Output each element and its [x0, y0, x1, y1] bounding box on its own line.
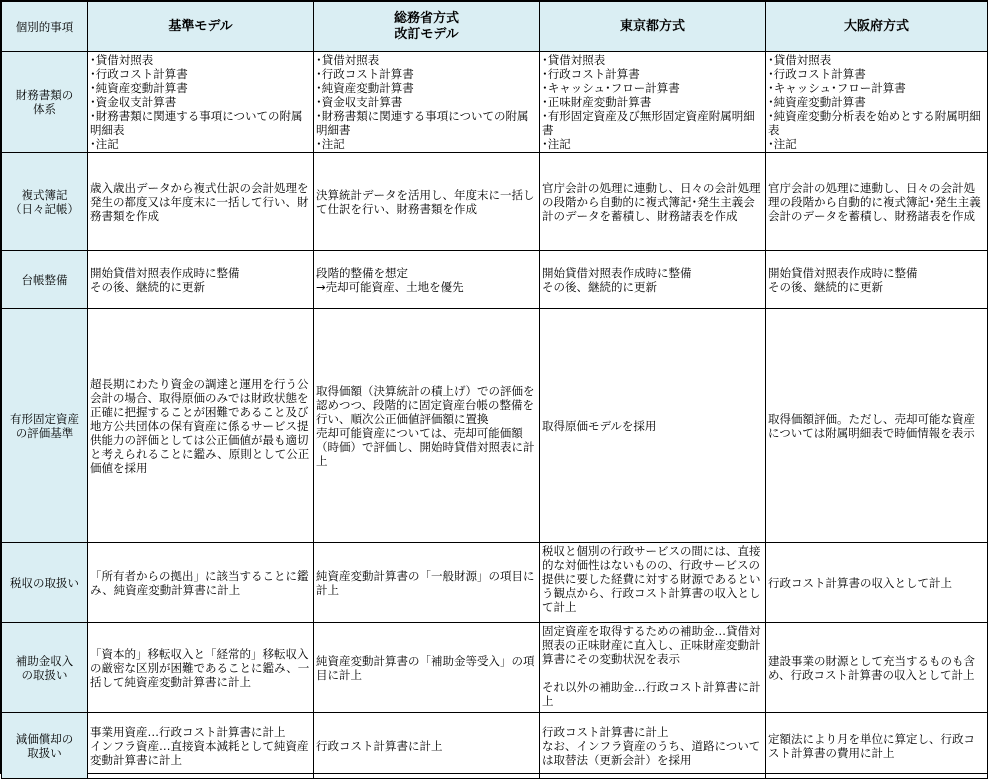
cell-ledger-maintenance-col1	[88, 251, 314, 309]
row-header-label: 減価償却の 取扱い	[15, 731, 74, 760]
cell-line: 決算統計データを活用し、年度末に一括して仕訳を行い、財務書類を作成	[316, 187, 535, 216]
row-subsidy-revenue-treatment	[2, 623, 988, 713]
cell-line: 取得価額評価。ただし、売却可能な資産については附属明細表で時価情報を表示	[768, 411, 975, 440]
cell-line: ･貸借対照表	[316, 53, 380, 67]
cell-subsidy-revenue-treatment-col4	[766, 623, 988, 713]
row-header-fixed-asset-valuation	[2, 309, 88, 543]
cell-fixed-asset-valuation-col4	[766, 309, 988, 543]
cell-line: それ以外の補助金…行政コスト計算書に計上	[542, 680, 761, 708]
header-row	[2, 2, 988, 52]
row-header-label: 税収の取扱い	[10, 575, 79, 590]
row-header-financial-statements-system	[2, 52, 88, 153]
cell-line: 開始貸借対照表作成時に整備	[90, 265, 240, 280]
row-double-entry-bookkeeping	[2, 153, 988, 251]
header-label: 東京都方式	[619, 18, 685, 34]
cell-financial-statements-system-col3	[540, 52, 766, 153]
row-header-label: 台帳整備	[21, 272, 68, 287]
cell-line: ･注記	[316, 137, 345, 151]
cell-fixed-asset-valuation-col3	[540, 309, 766, 543]
cell-subsidy-revenue-treatment-col3	[540, 623, 766, 713]
row-financial-statements-system	[2, 52, 988, 153]
cell-line: 「所有者からの拠出」に該当することに鑑み、純資産変動計算書に計上	[90, 568, 309, 597]
cell-double-entry-bookkeeping-col1	[88, 153, 314, 251]
cell-line: ･正味財産変動計算書	[542, 95, 652, 109]
cell-line: 行政コスト計算書の収入として計上	[768, 575, 952, 590]
cell-financial-statements-system-col1	[88, 52, 314, 153]
cell-line: ･注記	[768, 137, 797, 151]
cell-line: 純資産変動計算書の「補助金等受入」の項目に計上	[316, 653, 535, 682]
cell-line: ･純資産変動分析表を始めとする附属明細表	[768, 109, 981, 137]
cell-line: →売却可能資産、土地を優先	[316, 279, 464, 294]
row-header-subsidy-revenue-treatment	[2, 623, 88, 713]
cell-line: 行政コスト計算書に計上	[316, 738, 443, 753]
cell-depreciation-treatment-col2	[314, 713, 540, 779]
cell-line: ･行政コスト計算書	[542, 67, 640, 81]
cell-line: 取得価額（決算統計の積上げ）での評価を認めつつ、段階的に固定資産台帳の整備を行い、順次公正価値評価額に置換	[316, 383, 535, 426]
header-tokyo-model	[540, 2, 766, 52]
cell-line: 官庁会計の処理に連動し、日々の会計処理の段階から自動的に複式簿記･発生主義会計のデータを蓄積し、財務諸表を作成	[542, 180, 761, 223]
cell-line: ･純資産変動計算書	[90, 81, 188, 95]
cell-line: 「資本的」移転収入と「経常的」移転収入の厳密な区別が困難であることに鑑み、一括して純資産変動計算書に計上	[90, 646, 310, 689]
row-depreciation-treatment	[2, 713, 988, 779]
header-corner: 個別的事項	[2, 2, 88, 52]
cell-depreciation-treatment-col4	[766, 713, 988, 779]
header-label: 総務省方式 改訂モデル	[393, 10, 459, 42]
header-label: 大阪府方式	[843, 18, 909, 34]
header-label: 基準モデル	[168, 18, 233, 34]
cell-ledger-maintenance-col4	[766, 251, 988, 309]
cell-ledger-maintenance-col2	[314, 251, 540, 309]
cell-line: ･純資産変動計算書	[316, 81, 414, 95]
row-header-depreciation-treatment	[2, 713, 88, 779]
cell-line: その後、継続的に更新	[542, 279, 657, 294]
cell-financial-statements-system-col4	[766, 52, 988, 153]
cell-line: ･貸借対照表	[768, 53, 832, 67]
row-header-label: 複式簿記 （日々記帳）	[10, 187, 79, 216]
header-kijun-model	[88, 2, 314, 52]
cell-line: 超長期にわたり資金の調達と運用を行う公会計の場合、取得原価のみでは財政状態を正確に把握することが困難であること及び地方公共団体の保有資産に係るサービス提供能力の評価としては公正価値が最も適切と考えられることに鑑み、原則として公正価値を採用	[90, 376, 310, 475]
cell-line: 税収と個別の行政サービスの間には、直接的な対価性はないものの、行政サービスの提供に要した経費に対する財源であるという観点から、行政コスト計算書の収入として計上	[542, 544, 761, 614]
cell-depreciation-treatment-col3	[540, 713, 766, 779]
cell-double-entry-bookkeeping-col3	[540, 153, 766, 251]
cell-line: 定額法により月を単位に算定し、行政コスト計算書の費用に計上	[768, 731, 975, 760]
cell-line: 固定資産を取得するための補助金…貸借対照表の正味財産に直入し、正味財産変動計算書にその変動状況を表示	[542, 624, 761, 666]
cell-line: ･資金収支計算書	[316, 95, 403, 109]
cell-double-entry-bookkeeping-col4	[766, 153, 988, 251]
cell-line: 行政コスト計算書に計上	[542, 724, 669, 739]
cell-line: 開始貸借対照表作成時に整備	[768, 265, 918, 280]
cell-line: ･注記	[90, 137, 119, 151]
cell-line: 歳入歳出データから複式仕訳の会計処理を発生の都度又は年度末に一括して行い、財務書類を作成	[90, 180, 309, 223]
cell-line: ･貸借対照表	[90, 53, 154, 67]
cell-line: 売却可能資産については、売却可能価額（時価）で評価し、開始時貸借対照表に計上	[316, 425, 535, 468]
cell-line: 事業用資産…行政コスト計算書に計上	[90, 724, 286, 739]
cell-line: 開始貸借対照表作成時に整備	[542, 265, 692, 280]
cell-line: 取得原価モデルを採用	[542, 418, 657, 433]
header-soumu-model	[314, 2, 540, 52]
row-fixed-asset-valuation	[2, 309, 988, 543]
cell-financial-statements-system-col2	[314, 52, 540, 153]
cell-line: 官庁会計の処理に連動し、日々の会計処理の段階から自動的に複式簿記･発生主義会計のデータを蓄積し、財務諸表を作成	[768, 180, 981, 223]
cell-line: 建設事業の財源として充当するものも含め、行政コスト計算書の収入として計上	[768, 653, 975, 682]
cell-fixed-asset-valuation-col2	[314, 309, 540, 543]
cell-line: 純資産変動計算書の「一般財源」の項目に計上	[316, 568, 535, 597]
cell-subsidy-revenue-treatment-col2	[314, 623, 540, 713]
cell-line: ･有形固定資産及び無形固定資産附属明細書	[542, 109, 755, 137]
cell-double-entry-bookkeeping-col2	[314, 153, 540, 251]
cell-fixed-asset-valuation-col1	[88, 309, 314, 543]
cell-subsidy-revenue-treatment-col1	[88, 623, 314, 713]
cell-line: ･財務書類に関連する事項についての附属明細書	[316, 109, 529, 137]
cell-line: ･キャッシュ･フロー計算書	[768, 81, 906, 95]
cell-line: ･行政コスト計算書	[316, 67, 414, 81]
cell-line: インフラ資産…直接資本減耗として純資産変動計算書に計上	[90, 738, 309, 767]
comparison-table	[1, 1, 988, 779]
cell-line	[542, 666, 763, 680]
cell-tax-revenue-treatment-col3	[540, 543, 766, 623]
cell-depreciation-treatment-col1	[88, 713, 314, 779]
row-tax-revenue-treatment	[2, 543, 988, 623]
row-header-double-entry-bookkeeping	[2, 153, 88, 251]
cell-line: ･純資産変動計算書	[768, 95, 866, 109]
cell-line: ･行政コスト計算書	[768, 67, 866, 81]
cell-line: ･財務書類に関連する事項についての附属明細表	[90, 109, 303, 137]
cell-line: ･注記	[542, 137, 571, 151]
cell-tax-revenue-treatment-col4	[766, 543, 988, 623]
row-header-tax-revenue-treatment	[2, 543, 88, 623]
header-osaka-model	[766, 2, 988, 52]
row-header-label: 有形固定資産 の評価基準	[10, 411, 79, 440]
row-header-label: 補助金収入 の取扱い	[15, 653, 74, 682]
cell-line: ･キャッシュ･フロー計算書	[542, 81, 680, 95]
cell-line: ･貸借対照表	[542, 53, 606, 67]
row-ledger-maintenance	[2, 251, 988, 309]
cell-line: ･資金収支計算書	[90, 95, 177, 109]
cell-line: 段階的整備を想定	[316, 265, 408, 280]
cell-tax-revenue-treatment-col1	[88, 543, 314, 623]
cell-line: ･行政コスト計算書	[90, 67, 188, 81]
cell-line: その後、継続的に更新	[768, 279, 883, 294]
cell-ledger-maintenance-col3	[540, 251, 766, 309]
cell-line: その後、継続的に更新	[90, 279, 205, 294]
row-header-label: 財務書類の 体系	[15, 88, 74, 116]
row-header-ledger-maintenance	[2, 251, 88, 309]
cell-tax-revenue-treatment-col2	[314, 543, 540, 623]
cell-line: なお、インフラ資産のうち、道路については取替法（更新会計）を採用	[542, 738, 761, 767]
